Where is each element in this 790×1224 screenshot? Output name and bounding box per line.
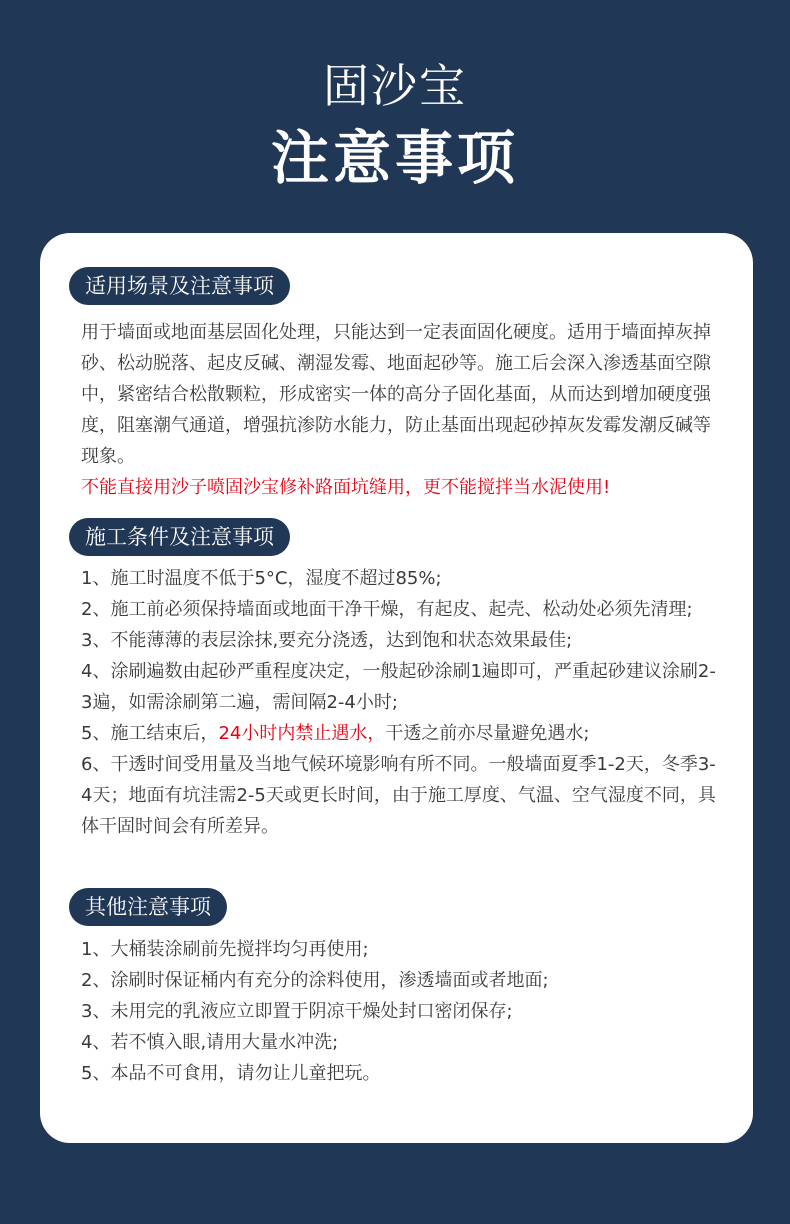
usage-section-body	[81, 317, 726, 503]
page-title: 注意事项	[270, 124, 519, 192]
section-title-construction: 施工条件及注意事项	[69, 518, 290, 556]
list-item: 2、施工前必须保持墙面或地面干净干燥，有起皮、起壳、松动处必须先清理;	[81, 599, 693, 620]
section-title-usage: 适用场景及注意事项	[69, 267, 290, 305]
list-item: 3、不能薄薄的表层涂抹,要充分浇透，达到饱和状态效果最佳;	[81, 630, 573, 651]
list-item: 5、本品不可食用，请勿让儿童把玩。	[81, 1063, 381, 1084]
section-title-other: 其他注意事项	[69, 888, 227, 926]
item5-highlight: 24小时内禁止遇水，	[218, 723, 386, 744]
other-section-body	[81, 934, 726, 1089]
usage-warning: 不能直接用沙子喷固沙宝修补路面坑缝用，更不能搅拌当水泥使用!	[81, 477, 611, 498]
list-item: 1、大桶装涂刷前先搅拌均匀再使用;	[81, 939, 369, 960]
list-item: 3、未用完的乳液应立即置于阴凉干燥处封口密闭保存;	[81, 1001, 513, 1022]
list-item: 2、涂刷时保证桶内有充分的涂料使用，渗透墙面或者地面;	[81, 970, 549, 991]
brand-title: 固沙宝	[323, 59, 467, 113]
list-item	[81, 718, 726, 749]
item5-suffix: 干透之前亦尽量避免遇水;	[385, 723, 590, 744]
list-item: 6、干透时间受用量及当地气候环境影响有所不同。一般墙面夏季1-2天，冬季3-4天；地面有坑洼需2-5天或更长时间，由于施工厚度、气温、空气湿度不同，具体干固时间会有所差异。	[81, 754, 716, 837]
construction-section-body	[81, 563, 726, 842]
usage-description: 用于墙面或地面基层固化处理，只能达到一定表面固化硬度。适用于墙面掉灰掉砂、松动脱落、起皮反碱、潮湿发霉、地面起砂等。施工后会深入渗透基面空隙中，紧密结合松散颗粒，形成密实一体的高分子固化基面，从而达到增加硬度强度，阻塞潮气通道，增强抗渗防水能力，防止基面出现起砂掉灰发霉发潮反碱等现象。	[81, 322, 711, 467]
list-item: 4、若不慎入眼,请用大量水冲洗;	[81, 1032, 339, 1053]
list-item: 4、涂刷遍数由起砂严重程度决定，一般起砂涂刷1遍即可，严重起砂建议涂刷2-3遍，如需涂刷第二遍，需间隔2-4小时;	[81, 661, 716, 713]
list-item: 1、施工时温度不低于5°C，湿度不超过85%;	[81, 568, 442, 589]
content-card	[40, 233, 753, 1143]
item5-prefix: 5、施工结束后，	[81, 723, 219, 744]
